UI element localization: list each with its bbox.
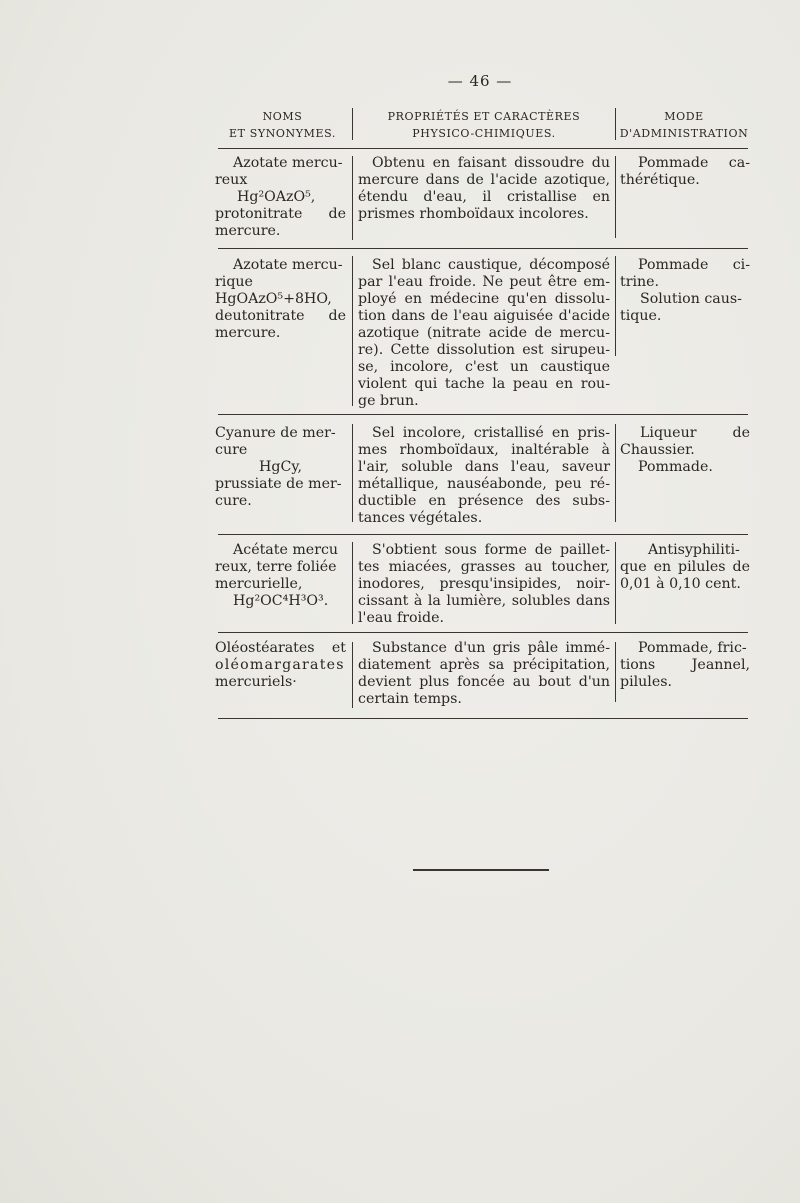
table-bottom-rule xyxy=(218,718,748,719)
properties-line: Sel incolore, cristallisé en pris- xyxy=(372,425,610,441)
administration-line: tique. xyxy=(620,308,662,324)
header-properties-line1: PROPRIÉTÉS ET CARACTÈRES xyxy=(387,110,581,123)
name-line: protonitrate de xyxy=(215,206,346,222)
administration-line: tions Jeannel, xyxy=(620,657,750,673)
properties-line: S'obtient sous forme de paillet- xyxy=(372,542,610,558)
table-row-properties xyxy=(358,425,610,527)
properties-line: par l'eau froide. Ne peut être em- xyxy=(358,274,610,290)
header-properties xyxy=(355,108,613,142)
header-administration-line2: D'ADMINISTRATION xyxy=(619,127,749,140)
name-line: Acétate mercu xyxy=(233,542,339,558)
properties-line: ductible en présence des subs- xyxy=(358,493,610,509)
properties-line: diatement après sa précipitation, xyxy=(358,657,610,673)
table-row-administration xyxy=(620,155,750,189)
name-line: prussiate de mer- xyxy=(215,476,342,492)
properties-line: devient plus foncée au bout d'un xyxy=(358,674,610,690)
table-row-properties xyxy=(358,542,610,627)
properties-line: ployé en médecine qu'en dissolu- xyxy=(358,291,610,307)
table-row-name xyxy=(215,425,346,510)
properties-line: prismes rhomboïdaux incolores. xyxy=(358,206,589,222)
properties-line: tances végétales. xyxy=(358,510,483,526)
name-line: mercuriels· xyxy=(215,674,297,690)
table-row-properties xyxy=(358,155,610,223)
column-divider xyxy=(352,256,353,406)
administration-line: Chaussier. xyxy=(620,442,695,458)
table-row-name xyxy=(215,640,346,691)
column-divider xyxy=(615,156,616,238)
properties-line: Substance d'un gris pâle immé- xyxy=(372,640,610,656)
properties-line: mercure dans de l'acide azotique, xyxy=(358,172,610,188)
header-properties-line2: PHYSICO-CHIMIQUES. xyxy=(412,127,556,140)
column-divider xyxy=(615,424,616,522)
name-line: deutonitrate de xyxy=(215,308,346,324)
properties-line: métallique, nauséabonde, peu ré- xyxy=(358,476,610,492)
table-row-properties xyxy=(358,640,610,708)
properties-line: Sel blanc caustique, décomposé xyxy=(372,257,610,273)
name-line: rique xyxy=(215,274,253,290)
name-line: oléomargarates xyxy=(215,657,345,673)
table-row-administration xyxy=(620,542,750,593)
administration-line: que en pilules de xyxy=(620,559,750,575)
properties-line: tes miacées, grasses au toucher, xyxy=(358,559,610,575)
column-divider xyxy=(615,642,616,702)
name-line: cure xyxy=(215,442,248,458)
administration-line: pilules. xyxy=(620,674,673,690)
administration-line: Pommade ca- xyxy=(638,155,750,171)
properties-line: tion dans de l'eau aiguisée d'acide xyxy=(358,308,610,324)
administration-line: Pommade, fric- xyxy=(638,640,747,656)
table-row-administration xyxy=(620,640,750,691)
name-line: mercurielle, xyxy=(215,576,303,592)
administration-line: Liqueur de xyxy=(640,425,750,441)
properties-line: azotique (nitrate acide de mercu- xyxy=(358,325,610,341)
header-administration-line1: MODE xyxy=(664,110,704,123)
header-divider xyxy=(352,108,353,140)
row-separator xyxy=(218,534,748,535)
properties-line: certain temps. xyxy=(358,691,462,707)
formula-line: HgOAzO⁵+8HO, xyxy=(215,291,332,307)
properties-line: re). Cette dissolution est sirupeu- xyxy=(358,342,610,358)
properties-line: mes rhomboïdaux, inaltérable à xyxy=(358,442,610,458)
administration-line: Pommade. xyxy=(638,459,713,475)
administration-line: Antisyphiliti- xyxy=(648,542,740,558)
properties-line: inodores, presqu'insipides, noir- xyxy=(358,576,610,592)
header-administration xyxy=(618,108,750,142)
properties-line: l'eau froide. xyxy=(358,610,445,626)
name-line: reux, terre foliée xyxy=(215,559,337,575)
administration-line: 0,01 à 0,10 cent. xyxy=(620,576,741,592)
table-row-name xyxy=(215,542,346,610)
column-divider xyxy=(352,542,353,624)
name-line: mercure. xyxy=(215,223,281,239)
column-divider xyxy=(352,156,353,240)
page-number: — 46 — xyxy=(447,72,513,90)
properties-line: cissant à la lumière, solubles dans xyxy=(358,593,610,609)
formula-line: Hg²OC⁴H³O³. xyxy=(233,593,329,609)
table-row-properties xyxy=(358,257,610,410)
properties-line: étendu d'eau, il cristallise en xyxy=(358,189,610,205)
formula-line: Hg²OAzO⁵, xyxy=(237,189,316,205)
table-row-name xyxy=(215,155,346,240)
row-separator xyxy=(218,632,748,633)
header-names-line2: ET SYNONYMES. xyxy=(229,127,336,140)
table-row-name xyxy=(215,257,346,342)
header-names-line1: NOMS xyxy=(262,110,303,123)
administration-line: thérétique. xyxy=(620,172,700,188)
name-line: Azotate mercu- xyxy=(233,257,343,273)
properties-line: Obtenu en faisant dissoudre du xyxy=(372,155,610,171)
row-separator xyxy=(218,148,748,149)
administration-line: Solution caus- xyxy=(640,291,742,307)
row-separator xyxy=(218,248,748,249)
name-line: mercure. xyxy=(215,325,281,341)
column-divider xyxy=(615,542,616,624)
properties-line: l'air, soluble dans l'eau, saveur xyxy=(358,459,610,475)
name-line: Oléostéarates et xyxy=(215,640,346,656)
administration-line: trine. xyxy=(620,274,660,290)
properties-line: violent qui tache la peau en rou- xyxy=(358,376,610,392)
name-line: Cyanure de mer- xyxy=(215,425,336,441)
column-divider xyxy=(352,424,353,522)
name-line: Azotate mercu- xyxy=(233,155,343,171)
formula-line: HgCy, xyxy=(259,459,302,475)
name-line: reux xyxy=(215,172,248,188)
header-names xyxy=(215,108,350,142)
properties-line: ge brun. xyxy=(358,393,419,409)
properties-line: se, incolore, c'est un caustique xyxy=(358,359,610,375)
administration-line: Pommade ci- xyxy=(638,257,750,273)
name-line: cure. xyxy=(215,493,252,509)
header-divider xyxy=(615,108,616,140)
column-divider xyxy=(615,256,616,356)
table-row-administration xyxy=(620,257,750,325)
end-rule xyxy=(413,869,549,871)
table-row-administration xyxy=(620,425,750,476)
row-separator xyxy=(218,414,748,415)
column-divider xyxy=(352,642,353,708)
